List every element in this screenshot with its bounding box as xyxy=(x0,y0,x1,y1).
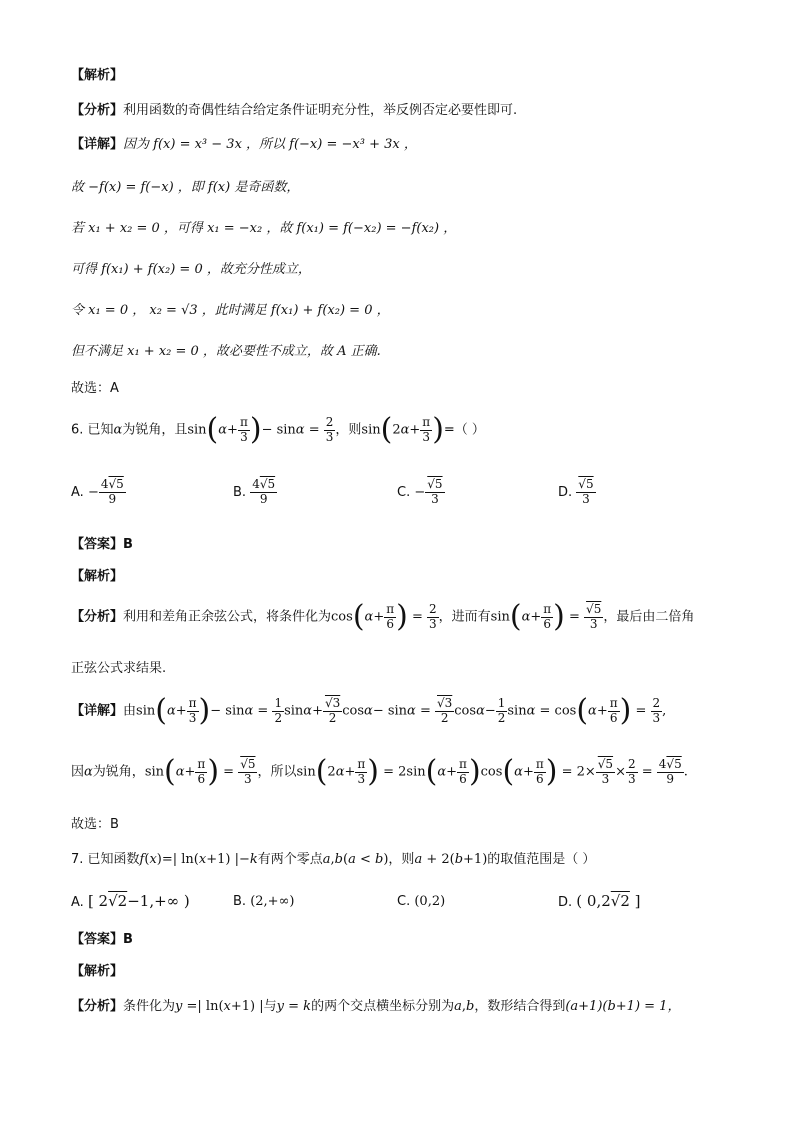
q7-answer: 【答案】B xyxy=(71,932,133,947)
q6-detail-line-1: 【详解】由sin(α+ $\frac{\pi}{3}$ )− sinα = $\frac{1}{2}$ sinα+ $\frac{√3}{2}$ cosα− sinα = $\frac{√3}{2}$ cosα− $\frac{1}{2}$ sinα = cos(α+ $\frac{\pi}{6}$ ) = $\frac{2}{3}$ , xyxy=(71,693,667,728)
q6-option-d[interactable]: D. $\frac{√5}{3}$ xyxy=(558,477,594,506)
q6-option-c[interactable]: C. − $\frac{√5}{3}$ xyxy=(397,477,443,506)
q5-detail-line-4: 可得 f(x₁) + f(x₂) = 0 ，故充分性成立， xyxy=(71,262,311,277)
q5-detail-line-3: 若 x₁ + x₂ = 0 ，可得 x₁ = −x₂ ，故 f(x₁) = f(−x₂) = −f(x₂) ， xyxy=(71,221,457,236)
q5-detail-line-1: 【详解】因为 f(x) = x³ − 3x ，所以 f(−x) = −x³ + 3x ， xyxy=(71,137,417,152)
q7-option-c[interactable]: C. (0,2) xyxy=(397,894,446,909)
q7-option-a[interactable]: A. [ 2√2−1,+∞ ) xyxy=(71,892,190,910)
q6-analysis: 【分析】利用和差角正余弦公式，将条件化为cos(α+ $\frac{\pi}{6}$ ) = $\frac{2}{3}$ ，进而有sin(α+ $\frac{\pi}{6}$ ) = $\frac{√5}{3}$ ，最后由二倍角 xyxy=(71,599,695,634)
q6-detail-line-2: 因α为锐角，sin(α+ $\frac{\pi}{6}$ ) = $\frac{√5}{3}$ ，所以sin(2α+ $\frac{\pi}{3}$ ) = 2sin(α+ $\frac{\pi}{6}$ )cos(α+ $\frac{\pi}{6}$ ) = 2× $\frac{√5}{3}$ × $\frac{2}{3}$ = $\frac{4√5}{9}$ . xyxy=(71,754,688,789)
q6-answer: 【答案】B xyxy=(71,537,133,552)
q6-choice: 故选：B xyxy=(71,817,119,832)
q6-stem: 6. 已知α为锐角，且sin(α+ $\frac{\pi}{3}$ )− sinα = $\frac{2}{3}$ ，则sin(2α+ $\frac{\pi}{3}$ )=（ ） xyxy=(71,412,485,447)
q7-option-d[interactable]: D. ( 0,2√2 ] xyxy=(558,892,641,910)
q5-detail-line-2: 故 −f(x) = f(−x) ，即 f(x) 是奇函数， xyxy=(71,180,300,195)
q6-option-a[interactable]: A. − $\frac{4√5}{9}$ xyxy=(71,477,124,506)
q6-jiexi-heading: 【解析】 xyxy=(71,569,124,584)
q5-detail-line-5: 令 x₁ = 0 ， x₂ = √3 ，此时满足 f(x₁) + f(x₂) = 0 ， xyxy=(71,303,390,318)
q7-jiexi-heading: 【解析】 xyxy=(71,964,124,979)
q6-option-b[interactable]: B. $\frac{4√5}{9}$ xyxy=(233,477,276,506)
q7-stem: 7. 已知函数f(x)=| ln(x+1) |−k有两个零点a,b(a < b)，则a + 2(b+1)的取值范围是（ ） xyxy=(71,852,596,867)
q6-analysis-cont: 正弦公式求结果. xyxy=(71,661,167,676)
q7-option-b[interactable]: B. (2,+∞) xyxy=(233,894,295,909)
q5-jiexi-heading: 【解析】 xyxy=(71,68,124,83)
q5-detail-line-6: 但不满足 x₁ + x₂ = 0 ，故必要性不成立，故 A 正确. xyxy=(71,344,381,359)
q7-analysis: 【分析】条件化为y =| ln(x+1) |与y = k的两个交点横坐标分别为a,b，数形结合得到(a+1)(b+1) = 1， xyxy=(71,999,681,1014)
q5-analysis: 【分析】利用函数的奇偶性结合给定条件证明充分性，举反例否定必要性即可. xyxy=(71,103,518,118)
q5-choice: 故选：A xyxy=(71,381,119,396)
